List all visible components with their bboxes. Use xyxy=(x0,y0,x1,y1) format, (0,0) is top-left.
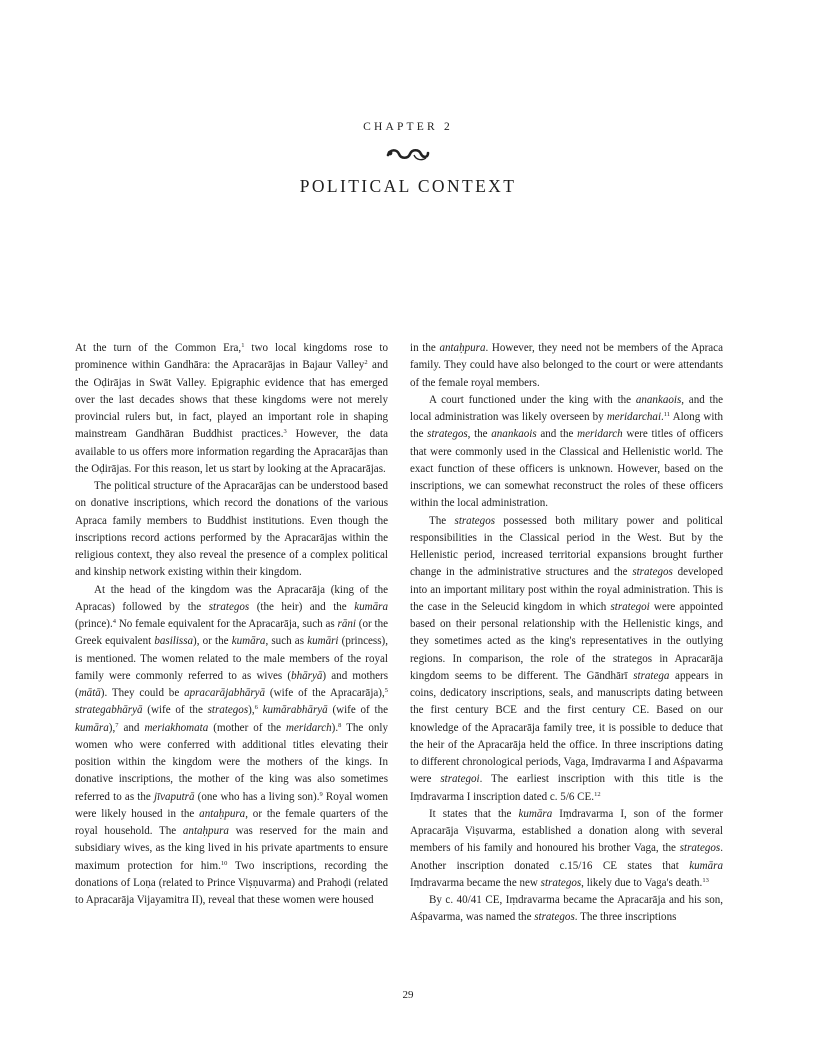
footnote-ref[interactable]: 7 xyxy=(115,721,119,729)
right-column xyxy=(410,340,723,927)
chapter-label: CHAPTER 2 xyxy=(363,121,453,133)
footnote-ref[interactable]: 4 xyxy=(112,618,116,625)
footnote-ref[interactable]: 13 xyxy=(702,876,709,884)
footnote-ref[interactable]: 6 xyxy=(254,704,258,712)
footnote-ref[interactable]: 10 xyxy=(220,859,228,867)
footnote-ref[interactable]: 3 xyxy=(283,428,287,436)
paragraph: By c. 40/41 CE, Iṃdravarma became the Apracarāja and his son, Aśpavarma, was named the strategos. The three inscriptions xyxy=(410,894,723,924)
paragraph: At the head of the kingdom was the Apracarāja (king of the Apracas) followed by the strategos (the heir) and the kumāra (prince).$^4$ No female equivalent for the Apracarāja, such as rāni (or the Greek equivalent basilissa), or the kumāra, such as kumāri (princess), is mentioned. The women related to the male members of the royal family were commonly referred to as wives (bhāryā) and mothers (mātā). They could be apracarājabhāryā (wife of the Apracarāja),$^5$ strategabhāryā (wife of the strategos),$^6$ kumārabhāryā (wife of the kumāra),$^7$ and meriakhomata (mother of the meridarch).$^8$ The only women who were conferred with additional titles elevating their position within the kingdom were the mothers of the kings. In donative inscriptions, the mother of the king was also sometimes referred to as the jīvaputrā (one who has a living son).$^9$ Royal women were likely housed in the antaḥpura, or the female quarters of the royal household. The antaḥpura was reserved for the main and subsidiary wives, as the king lived in his private apartments to ensure maximum protection for him.$^{10}$ Two inscriptions, recording the donations of Loṇa (related to Prince Viṣṇuvarma) and Prahoḍi (related to Apracarāja Vijayamitra II), reveal that these women were housed xyxy=(75,583,389,906)
footnote-ref[interactable]: 2 xyxy=(364,359,368,367)
footnote-ref[interactable]: 8 xyxy=(338,721,342,729)
footnote-ref[interactable]: 5 xyxy=(384,687,388,694)
chapter-title: POLITICAL CONTEXT xyxy=(299,176,517,196)
paragraph: At the turn of the Common Era,$^1$ two local kingdoms rose to prominence within Gandhāra: the Apracarājas in Bajaur Valley$^2$ and the Oḍirājas in Swāt Valley. Epigraphic evidence that has emerged over the last decades shows that these kingdoms were not merely provincial rulers but, in fact, played an important role in shaping mainstream Gandhāran Buddhist practices.$^3$ However, the data available to us offers more information regarding the Apracarājas than the Oḍirājas. For this reason, let us start by looking at the Apracarājas. xyxy=(75,342,388,475)
paragraph: The political structure of the Apracarājas can be understood based on donative inscriptions, which record the donations of the various Apraca family members to Buddhist institutions. Even though the inscriptions record actions performed by the Apracarājas within the religious context, they also reveal the presence of a complex political and kinship network existing within their kingdom. xyxy=(75,480,388,579)
paragraph: in the antaḥpura. However, they need not be members of the Apraca family. They could have also belonged to the court or were attendants of the female royal members. xyxy=(410,342,723,389)
paragraph: It states that the kumāra Iṃdravarma I, son of the former Apracarāja Viṣuvarma, established a donation along with several members of his family and honoured his brother Vaga, the strategos. Another inscription donated c.15/16 CE states that kumāra Iṃdravarma became the new strategos, likely due to Vaga's death.$^{13}$ xyxy=(410,807,723,889)
left-column xyxy=(75,340,388,909)
footnote-ref[interactable]: 1 xyxy=(241,342,245,349)
footnote-ref[interactable]: 12 xyxy=(594,790,601,798)
footnote-ref[interactable]: 9 xyxy=(319,790,323,798)
page-number: 29 xyxy=(402,989,414,1001)
fleuron-icon xyxy=(386,146,430,162)
footnote-ref[interactable]: 11 xyxy=(663,411,671,418)
paragraph: A court functioned under the king with the anankaois, and the local administration was likely overseen by meridarchai.$^{11}$ Along with the strategos, the anankaois and the meridarch were titles of officers that were commonly used in the Classical and Hellenistic world. The exact function of these officers is unknown. However, based on the inscriptions, we can somewhat reconstruct the roles of these officers within the local administration. xyxy=(410,393,724,510)
paragraph: The strategos possessed both military power and political responsibilities in the Classical period in the West. But by the Hellenistic period, increased territorial expansions brought further change in the administrative structures and the strategos developed into an important military post within the royal administration. This is the case in the Seleucid kingdom in which strategoi were appointed based on their personal relationship with the Hellenistic kings, and they sometimes acted as the king's representatives in the outlying regions. In comparison, the role of the strategos in Apracarāja kingdom seems to be different. The Gāndhārī stratega appears in coins, dedicatory inscriptions, seals, and manuscripts dating between the first century BCE and the first century CE. Based on our knowledge of the Apracarāja family tree, it is possible to deduce that the heir of the Apracarāja held the office. In three inscriptions dating to different chronological periods, Vaga, Iṃdravarma I and Aśpavarma were strategoi. The earliest inscription with this title is the Iṃdravarma I inscription dated c. 5/6 CE.$^{12}$ xyxy=(410,514,723,803)
